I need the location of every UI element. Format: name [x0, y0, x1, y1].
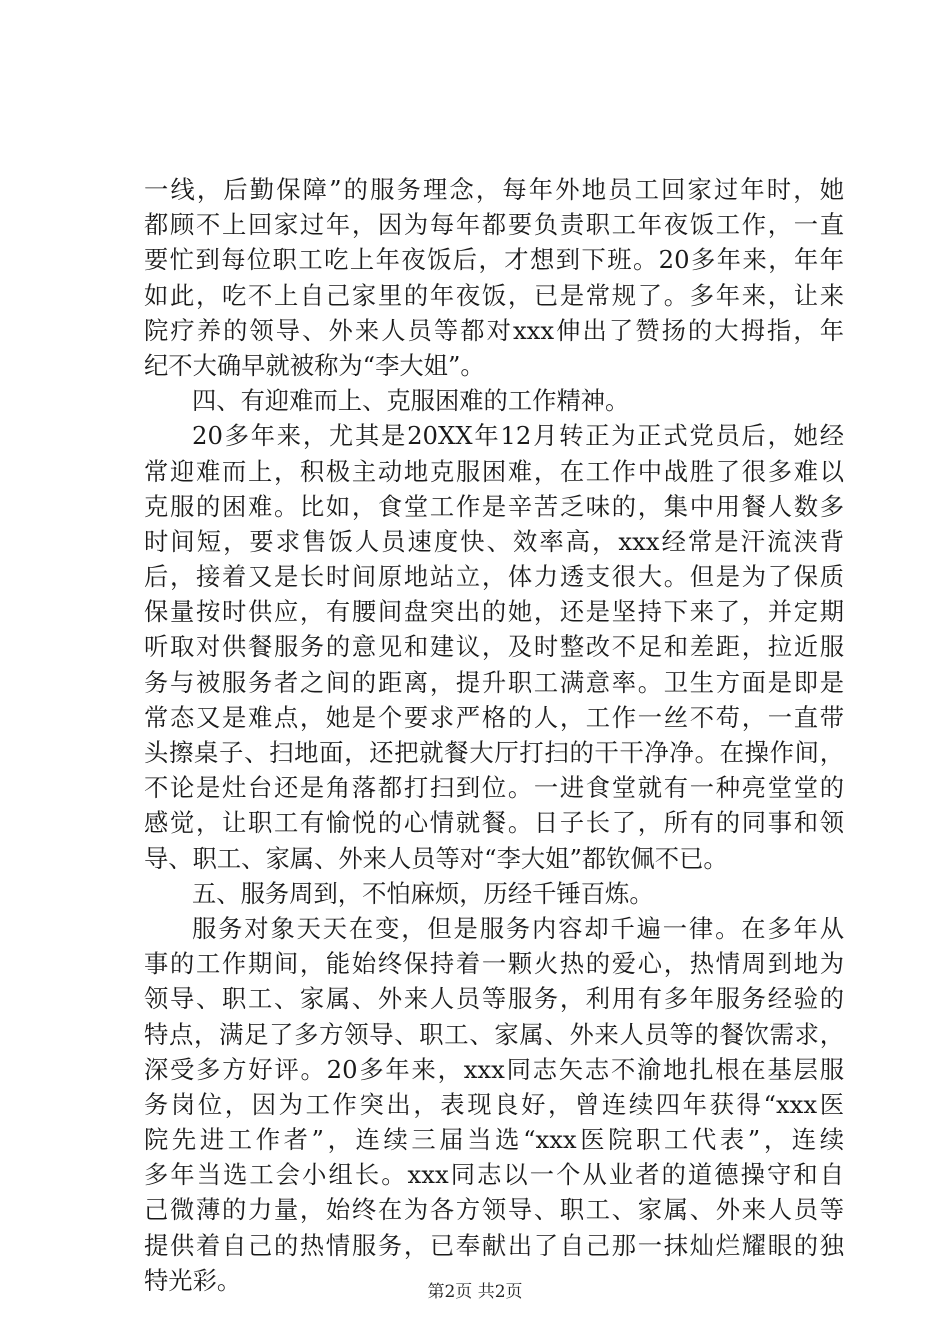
text-line: 特点，满足了多方领导、职工、家属、外来人员等的餐饮需求， [144, 1019, 844, 1049]
text-line: 服务对象天天在变，但是服务内容却千遍一律。在多年从 [192, 913, 844, 943]
text-line: 务与被服务者之间的距离，提升职工满意率。卫生方面是即是 [144, 667, 844, 697]
text-line: 事的工作期间，能始终保持着一颗火热的爱心，热情周到地为 [144, 949, 844, 979]
text-line: 保量按时供应，有腰间盘突出的她，还是坚持下来了，并定期 [144, 597, 844, 627]
text-line: 常态又是难点，她是个要求严格的人，工作一丝不苟，一直带 [144, 702, 844, 732]
text-line: 特光彩。 [144, 1265, 242, 1295]
text-line: 一线，后勤保障”的服务理念，每年外地员工回家过年时，她 [144, 175, 844, 204]
text-line: 多年当选工会小组长。xxx同志以一个从业者的道德操守和自 [144, 1160, 844, 1190]
text-line: 要忙到每位职工吃上年夜饭后，才想到下班。20多年来，年年 [144, 245, 844, 275]
text-line: 提供着自己的热情服务，已奉献出了自己那一抹灿烂耀眼的独 [144, 1230, 844, 1260]
text-line: 务岗位，因为工作突出，表现良好，曾连续四年获得“xxx医 [144, 1089, 844, 1119]
text-line: 院先进工作者”，连续三届当选“xxx医院职工代表”，连续 [144, 1125, 844, 1155]
text-line: 不论是灶台还是角落都打扫到位。一进食堂就有一种亮堂堂的 [144, 773, 844, 803]
text-line: 头擦桌子、扫地面，还把就餐大厅打扫的干干净净。在操作间， [144, 738, 844, 767]
text-line: 纪不大确早就被称为“李大姐”。 [144, 350, 485, 380]
text-line: 听取对供餐服务的意见和建议，及时整改不足和差距，拉近服 [144, 632, 844, 662]
body-text [144, 172, 844, 1298]
text-line: 己微薄的力量，始终在为各方领导、职工、家属、外来人员等 [144, 1195, 844, 1225]
text-line: 五、服务周到，不怕麻烦，历经千锤百炼。 [192, 878, 654, 908]
text-line: 如此，吃不上自己家里的年夜饭，已是常规了。多年来，让来 [144, 280, 844, 310]
text-line: 20多年来，尤其是20XX年12月转正为正式党员后，她经 [192, 421, 844, 451]
text-line: 导、职工、家属、外来人员等对“李大姐”都钦佩不已。 [144, 843, 728, 873]
page-footer: 第2页 共2页 [427, 1282, 523, 1302]
text-line: 时间短，要求售饭人员速度快、效率高，xxx经常是汗流浃背 [144, 526, 844, 556]
text-line: 感觉，让职工有愉悦的心情就餐。日子长了，所有的同事和领 [144, 808, 844, 838]
text-line: 都顾不上回家过年，因为每年都要负责职工年夜饭工作，一直 [144, 210, 844, 240]
text-line: 深受多方好评。20多年来，xxx同志矢志不渝地扎根在基层服 [144, 1054, 844, 1084]
text-line: 四、有迎难而上、克服困难的工作精神。 [192, 386, 630, 416]
text-line: 院疗养的领导、外来人员等都对xxx伸出了赞扬的大拇指，年 [144, 315, 844, 345]
text-line: 后，接着又是长时间原地站立，体力透支很大。但是为了保质 [144, 562, 844, 592]
text-line: 领导、职工、家属、外来人员等服务，利用有多年服务经验的 [144, 984, 844, 1014]
text-line: 常迎难而上，积极主动地克服困难，在工作中战胜了很多难以 [144, 456, 844, 486]
text-line: 克服的困难。比如，食堂工作是辛苦乏味的，集中用餐人数多 [144, 491, 844, 521]
